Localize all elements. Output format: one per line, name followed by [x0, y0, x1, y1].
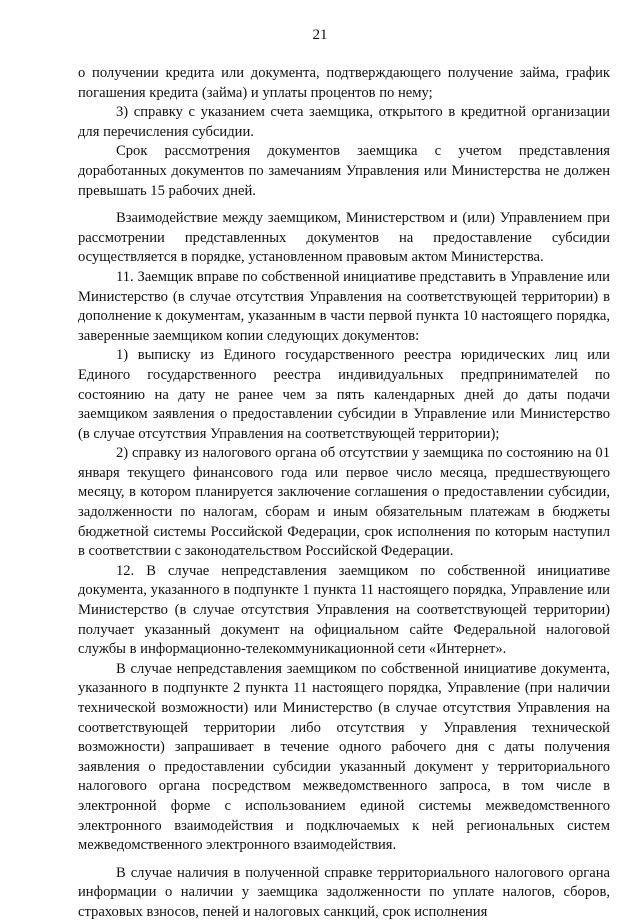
paragraph-12: 12. В случае непредставления заемщиком по собственной инициативе документа, указанного в подпункте 1 пункта 11 настоящего порядка, Управление или Министерство (в случае отсутствия Управления на соответствующей территории) получает указанный документ на официальном сайте Федеральной налоговой службы в информационно-телекоммуникационной сети «Интернет». [78, 562, 610, 658]
paragraph-interaction: Взаимодействие между заемщиком, Министерством и (или) Управлением при рассмотрении представленных документов на предоставление субсидии осуществляется в порядке, установленном правовым актом Министерства. [78, 210, 610, 266]
paragraph-continuation: о получении кредита или документа, подтверждающего получение займа, график погашения кредита (займа) и уплаты процентов по нему; [78, 65, 610, 101]
paragraph-11-item-2: 2) справку из налогового органа об отсутствии у заемщика по состоянию на 01 января текущего финансового года или первое число месяца, предшествующего месяцу, в котором планируется заключение соглашения о предоставлении субсидии, задолженности по налогам, сборам и иным обязательным платежам в бюджеты бюджетной системы Российской Федерации, срок исполнения по которым наступил в соответствии с законодательством Российской Федерации. [78, 445, 610, 560]
paragraph-12-part-3: В случае наличия в полученной справке территориального налогового органа информации о наличии у заемщика задолженности по уплате налогов, сборов, страховых взносов, пеней и налоговых санкций, срок исполнения [78, 864, 610, 920]
paragraph-11-item-1: 1) выписку из Единого государственного реестра юридических лиц или Единого государственного реестра индивидуальных предпринимателей по состоянию на дату не ранее чем за пять календарных дней до даты подачи заемщиком заявления о предоставлении субсидии в Управление или Министерство (в случае отсутствия Управления на соответствующей территории); [78, 347, 610, 442]
paragraph-item-3: 3) справку с указанием счета заемщика, открытого в кредитной организации для перечисления субсидии. [78, 104, 610, 140]
document-body [78, 64, 610, 923]
paragraph-12-part-2: В случае непредставления заемщиком по собственной инициативе документа, указанного в подпункте 2 пункта 11 настоящего порядка, Управление (при наличии технической возможности) или Министерство (в случае отсутствия Управления на соответствующей территории либо отсутствия у Управления технической возможности) запрашивает в течение одного рабочего дня с даты получения заявления о предоставлении субсидии указанный документ у территориального налогового органа посредством межведомственного запроса, в том числе в электронной форме с использованием единой системы межведомственного электронного взаимодействия и подключаемых к ней региональных систем межведомственного электронного взаимодействия. [78, 660, 610, 854]
paragraph-review-deadline: Срок рассмотрения документов заемщика с учетом представления доработанных документов по замечаниям Управления или Министерства не должен превышать 15 рабочих дней. [78, 143, 610, 199]
paragraph-11: 11. Заемщик вправе по собственной инициативе представить в Управление или Министерство (в случае отсутствия Управления на соответствующей территории) в дополнение к документам, указанным в части первой пункта 10 настоящего порядка, заверенные заемщиком копии следующих документов: [78, 268, 610, 344]
page-number: 21 [312, 27, 328, 43]
